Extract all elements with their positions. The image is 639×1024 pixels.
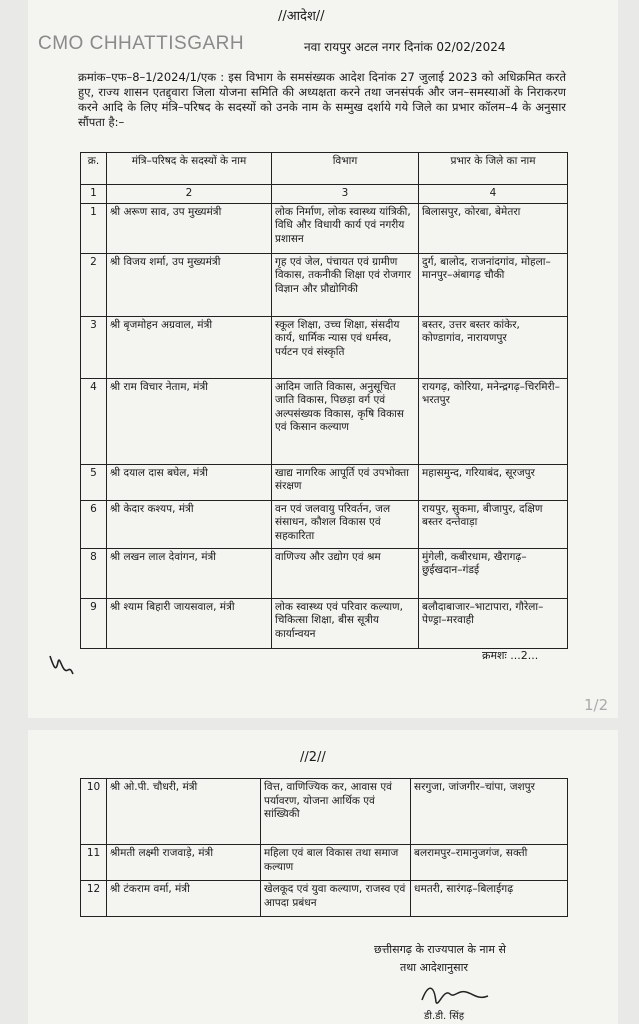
row-dept: वन एवं जलवायु परिवर्तन, जल संसाधन, कौशल विकास एवं सहकारिता	[272, 500, 419, 548]
row-no: 3	[81, 316, 107, 378]
signature	[418, 980, 498, 1010]
order-heading: //आदेश//	[278, 9, 325, 24]
row-name: श्री टंकराम वर्मा, मंत्री	[107, 881, 261, 917]
row-districts: धमतरी, सारंगढ़–बिलाईगढ़	[411, 881, 568, 917]
row-name: श्री केदार कश्यप, मंत्री	[107, 500, 272, 548]
row-no: 11	[81, 845, 107, 881]
row-districts: रायगढ़, कोरिया, मनेन्द्रगढ़–चिरमिरी–भरतपुर	[419, 378, 568, 464]
row-name: श्री अरूण साव, उप मुख्यमंत्री	[107, 203, 272, 253]
row-dept: आदिम जाति विकास, अनुसूचित जाति विकास, पिछड़ा वर्ग एवं अल्पसंख्यक विकास, कृषि विकास एवं किसान कल्याण	[272, 378, 419, 464]
row-no: 6	[81, 500, 107, 548]
row-dept: खाद्य नागरिक आपूर्ति एवं उपभोक्ता संरक्षण	[272, 464, 419, 500]
row-name: श्री राम विचार नेताम, मंत्री	[107, 378, 272, 464]
row-districts: बिलासपुर, कोरबा, बेमेतरा	[419, 203, 568, 253]
row-dept: वाणिज्य और उद्योग एवं श्रम	[272, 548, 419, 598]
row-dept: लोक स्वास्थ्य एवं परिवार कल्याण, चिकित्सा शिक्षा, बीस सूत्रीय कार्यान्वयन	[272, 598, 419, 648]
row-no: 2	[81, 253, 107, 316]
row-districts: महासमुन्द, गरियाबंद, सूरजपुर	[419, 464, 568, 500]
authority-line-2: तथा आदेशानुसार	[400, 961, 468, 974]
row-dept: गृह एवं जेल, पंचायत एवं ग्रामीण विकास, तकनीकी शिक्षा एवं रोजगार विज्ञान और प्रौद्योगिकी	[272, 253, 419, 316]
place-date: नवा रायपुर अटल नगर दिनांक 02/02/2024	[304, 40, 506, 54]
table-row	[81, 548, 568, 598]
table-row	[81, 203, 568, 253]
row-name: श्री दयाल दास बघेल, मंत्री	[107, 464, 272, 500]
header-dept: विभाग	[272, 153, 419, 185]
colnum-4: 4	[419, 185, 568, 204]
row-name: श्री विजय शर्मा, उप मुख्यमंत्री	[107, 253, 272, 316]
colnum-2: 2	[107, 185, 272, 204]
table-row	[81, 779, 568, 845]
page2-heading: //2//	[300, 750, 326, 765]
table-header-row	[81, 153, 568, 185]
signatory-name: डी.डी. सिंह	[424, 1011, 465, 1022]
table-row	[81, 316, 568, 378]
order-paragraph: क्रमांक–एफ–8–1/2024/1/एक : इस विभाग के समसंख्यक आदेश दिनांक 27 जुलाई 2023 को अधिक्रमित करते हुए, राज्य शासन एतद्द्वारा जिला योजना समिति की अध्यक्षता करने तथा जनसंपर्क और जन–समस्याओं के निराकरण करने आदि के लिए मंत्रि–परिषद के सदस्यों को उनके नाम के सम्मुख दर्शाये गये जिले का प्रभार कॉलम–4 के अनुसार सौंपता है:–	[78, 70, 566, 129]
row-dept: खेलकूद एवं युवा कल्याण, राजस्व एवं आपदा प्रबंधन	[261, 881, 411, 917]
table-row	[81, 881, 568, 917]
row-no: 12	[81, 881, 107, 917]
row-dept: स्कूल शिक्षा, उच्च शिक्षा, संसदीय कार्य, धार्मिक न्यास एवं धर्मस्व, पर्यटन एवं संस्कृति	[272, 316, 419, 378]
colnum-1: 1	[81, 185, 107, 204]
table-row	[81, 500, 568, 548]
table-row	[81, 845, 568, 881]
colnum-3: 3	[272, 185, 419, 204]
table-row	[81, 598, 568, 648]
page-indicator: 1/2	[584, 696, 609, 714]
row-no: 5	[81, 464, 107, 500]
table-row	[81, 253, 568, 316]
row-districts: सरगुजा, जांजगीर–चांपा, जशपुर	[411, 779, 568, 845]
row-dept: वित्त, वाणिज्यिक कर, आवास एवं पर्यावरण, योजना आर्थिक एवं सांख्यिकी	[261, 779, 411, 845]
document-page-2	[28, 730, 618, 1024]
row-districts: बस्तर, उत्तर बस्तर कांकेर, कोण्डागांव, नारायणपुर	[419, 316, 568, 378]
row-districts: बलौदाबाजार–भाटापारा, गौरेला–पेण्ड्रा–मरवाही	[419, 598, 568, 648]
row-no: 10	[81, 779, 107, 845]
row-name: श्री ओ.पी. चौधरी, मंत्री	[107, 779, 261, 845]
row-districts: मुंगेली, कबीरधाम, खैरागढ़–छुईखदान–गंडई	[419, 548, 568, 598]
watermark: CMO CHHATTISGARH	[38, 33, 245, 54]
row-name: श्री बृजमोहन अग्रवाल, मंत्री	[107, 316, 272, 378]
row-name: श्री श्याम बिहारी जायसवाल, मंत्री	[107, 598, 272, 648]
row-no: 8	[81, 548, 107, 598]
document-page-1	[28, 0, 618, 718]
header-name: मंत्रि–परिषद के सदस्यों के नाम	[107, 153, 272, 185]
minister-table-continued	[80, 778, 568, 917]
row-name: श्री लखन लाल देवांगन, मंत्री	[107, 548, 272, 598]
table-row	[81, 464, 568, 500]
row-no: 4	[81, 378, 107, 464]
row-dept: लोक निर्माण, लोक स्वास्थ्य यांत्रिकी, विधि और विधायी कार्य एवं नगरीय प्रशासन	[272, 203, 419, 253]
minister-table	[80, 152, 568, 649]
row-districts: रायपुर, सुकमा, बीजापुर, दक्षिण बस्तर दन्तेवाड़ा	[419, 500, 568, 548]
row-name: श्रीमती लक्ष्मी राजवाड़े, मंत्री	[107, 845, 261, 881]
header-districts: प्रभार के जिले का नाम	[419, 153, 568, 185]
table-row	[81, 378, 568, 464]
initials-mark	[46, 648, 76, 678]
row-districts: बलरामपुर–रामानुजगंज, सक्ती	[411, 845, 568, 881]
row-no: 9	[81, 598, 107, 648]
column-number-row	[81, 185, 568, 204]
continued-note: क्रमशः ...2...	[482, 649, 539, 662]
row-no: 1	[81, 203, 107, 253]
row-districts: दुर्ग, बालोद, राजनांदगांव, मोहला–मानपुर–अंबागढ़ चौकी	[419, 253, 568, 316]
header-no: क्र.	[81, 153, 107, 185]
authority-line-1: छत्तीसगढ़ के राज्यपाल के नाम से	[374, 943, 506, 956]
row-dept: महिला एवं बाल विकास तथा समाज कल्याण	[261, 845, 411, 881]
